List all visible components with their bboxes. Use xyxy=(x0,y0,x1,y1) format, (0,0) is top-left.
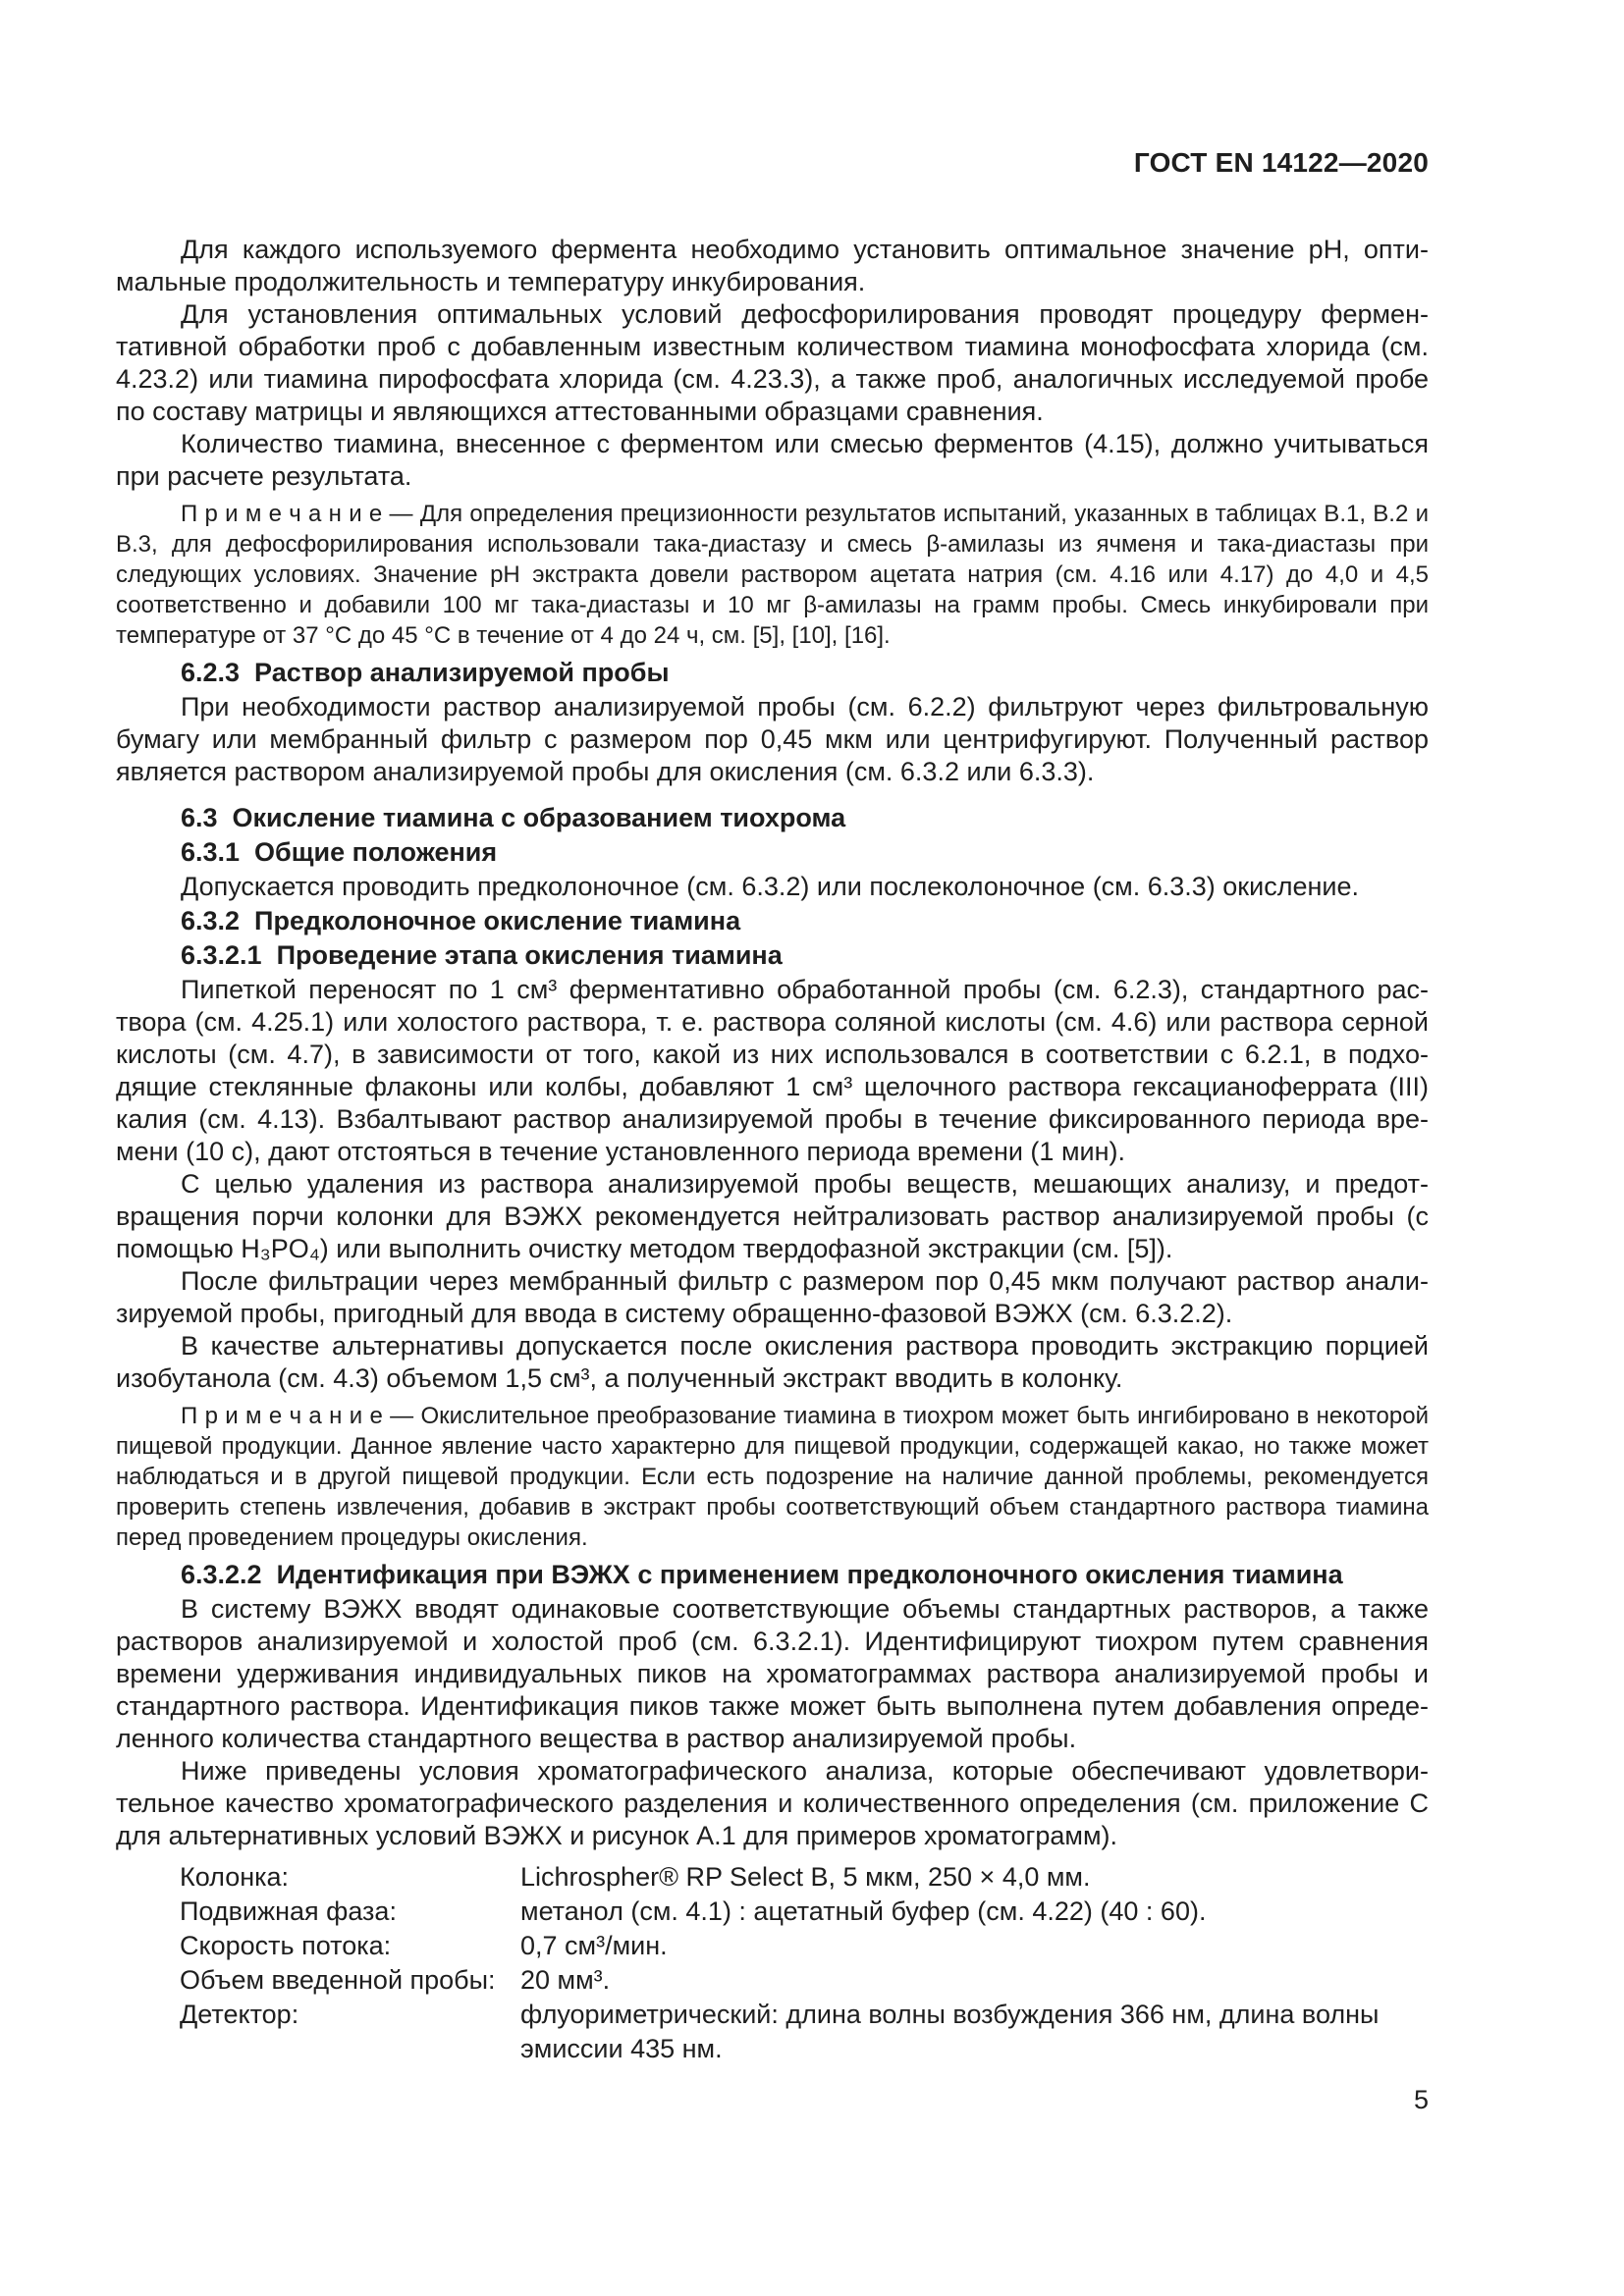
spec-row-injection-volume xyxy=(180,1963,1429,1998)
spec-label: Колонка: xyxy=(180,1862,290,1892)
heading-6-2-3: 6.2.3 Раствор анализируемой пробы xyxy=(181,658,670,687)
paragraph: Количество тиамина, внесенное с ферментом или смесью ферментов (4.15), должно учитываться при расчете результата. xyxy=(116,429,1429,491)
heading-6-3-2: 6.3.2 Предколоночное окисление тиамина xyxy=(181,906,741,935)
spec-row-mobile-phase xyxy=(180,1895,1429,1929)
spec-value: флуориметрический: длина волны возбуждения 366 нм, длина волны эмиссии 435 нм. xyxy=(520,2000,1380,2063)
chromatography-conditions-list xyxy=(180,1860,1429,2066)
spec-value: метанол (см. 4.1) : ацетатный буфер (см. 4.22) (40 : 60). xyxy=(520,1896,1207,1926)
spec-value: 0,7 см³/мин. xyxy=(520,1931,668,1960)
heading-6-3-2-1: 6.3.2.1 Проведение этапа окисления тиамина xyxy=(181,940,783,970)
paragraph: В систему ВЭЖХ вводят одинаковые соответствующие объемы стандартных растворов, а также растворов анализируемой и холостой проб (см. 6.3.2.1). Идентифицируют тиохром путем сравнения времени удерживания индивидуальных пиков на хроматограммах раствора анализируемой пробы и стандартного раствора. Идентификация пиков также может быть выполнена путем добавления определенного количества стандартного вещества в раствор анализируемой пробы. xyxy=(116,1594,1429,1753)
page-number: 5 xyxy=(1413,2085,1429,2114)
paragraph: Для установления оптимальных условий дефосфорилирования проводят процедуру ферментативной обработки проб с добавленным известным количеством тиамина монофосфата хлорида (см. 4.23.2) или тиамина пирофосфата хлорида (см. 4.23.3), а также проб, аналогичных исследуемой пробе по составу матрицы и являющихся аттестованными образцами сравнения. xyxy=(116,299,1429,426)
spec-value: 20 мм³. xyxy=(520,1965,611,1995)
spec-row-flow-rate xyxy=(180,1929,1429,1963)
paragraph: Для каждого используемого фермента необходимо установить оптимальное значение pH, оптимальные продолжительность и температуру инкубирования. xyxy=(116,235,1429,296)
paragraph: После фильтрации через мембранный фильтр с размером пор 0,45 мкм получают раствор анализируемой пробы, пригодный для ввода в систему обращенно-фазовой ВЭЖХ (см. 6.3.2.2). xyxy=(116,1266,1429,1328)
paragraph: С целью удаления из раствора анализируемой пробы веществ, мешающих анализу, и предотвращения порчи колонки для ВЭЖХ рекомендуется нейтрализовать раствор анализируемой пробы (с помощью H₃PO₄) или выполнить очистку методом твердофазной экстракции (см. [5]). xyxy=(116,1169,1429,1263)
paragraph: Допускается проводить предколоночное (см. 6.3.2) или послеколоночное (см. 6.3.3) окисление. xyxy=(181,872,1359,901)
note: П р и м е ч а н и е — Окислительное преобразование тиамина в тиохром может быть ингибировано в некоторой пищевой продукции. Данное явление часто характерно для пищевой продукции, содержащей какао, но также может наблюдаться и в другой пищевой продукции. Если есть подозрение на наличие данной проблемы, рекомендуется проверить степень извлечения, добавив в экстракт пробы соответствующий объем стандартного раствора тиамина перед проведением процедуры окисления. xyxy=(116,1403,1429,1551)
spec-row-detector xyxy=(180,1998,1429,2066)
spec-label: Объем введенной пробы: xyxy=(180,1965,496,1995)
heading-6-3: 6.3 Окисление тиамина с образованием тиохрома xyxy=(181,803,846,832)
spec-label: Скорость потока: xyxy=(180,1931,392,1960)
document-code: ГОСТ EN 14122—2020 xyxy=(1133,147,1429,178)
note: П р и м е ч а н и е — Для определения прецизионности результатов испытаний, указанных в таблицах В.1, В.2 и В.3, для дефосфорилирования использовали така-диастазу и смесь β-амилазы из ячменя и така-диастазы при следующих условиях. Значение pH экстракта довели раствором ацетата натрия (см. 4.16 или 4.17) до 4,0 и 4,5 соответственно и добавили 100 мг така-диастазы и 10 мг β-амилазы на грамм пробы. Смесь инкубировали при температуре от 37 °С до 45 °С в течение от 4 до 24 ч, см. [5], [10], [16]. xyxy=(116,501,1429,649)
heading-6-3-2-2: 6.3.2.2 Идентификация при ВЭЖХ с применением предколоночного окисления тиамина xyxy=(181,1560,1343,1589)
spec-label: Детектор: xyxy=(180,2000,299,2029)
spec-value: Lichrospher® RP Select B, 5 мкм, 250 × 4,0 мм. xyxy=(520,1862,1091,1892)
paragraph: При необходимости раствор анализируемой пробы (см. 6.2.2) фильтруют через фильтровальную бумагу или мембранный фильтр с размером пор 0,45 мкм или центрифугируют. Полученный раствор является раствором анализируемой пробы для окисления (см. 6.3.2 или 6.3.3). xyxy=(116,692,1429,786)
heading-6-3-1: 6.3.1 Общие положения xyxy=(181,837,498,867)
paragraph: Ниже приведены условия хроматографического анализа, которые обеспечивают удовлетворительное качество хроматографического разделения и количественного определения (см. приложение С для альтернативных условий ВЭЖХ и рисунок А.1 для примеров хроматограмм). xyxy=(116,1756,1429,1850)
paragraph: Пипеткой переносят по 1 см³ ферментативно обработанной пробы (см. 6.2.3), стандартного раствора (см. 4.25.1) или холостого раствора, т. е. раствора соляной кислоты (см. 4.6) или раствора серной кислоты (см. 4.7), в зависимости от того, какой из них использовался в соответствии с 6.2.1, в подходящие стеклянные флаконы или колбы, добавляют 1 см³ щелочного раствора гексацианоферрата (III) калия (см. 4.13). Взбалтывают раствор анализируемой пробы в течение фиксированного периода времени (10 с), дают отстояться в течение установленного периода времени (1 мин). xyxy=(116,975,1429,1166)
paragraph: В качестве альтернативы допускается после окисления раствора проводить экстракцию порцией изобутанола (см. 4.3) объемом 1,5 см³, а полученный экстракт вводить в колонку. xyxy=(116,1331,1429,1393)
page-content xyxy=(116,0,1429,2116)
spec-label: Подвижная фаза: xyxy=(180,1896,397,1926)
spec-row-column xyxy=(180,1860,1429,1895)
